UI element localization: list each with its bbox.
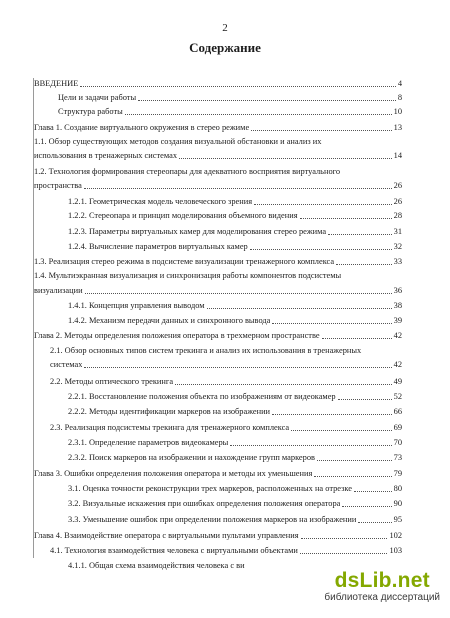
toc-entry[interactable] <box>68 226 402 238</box>
toc-entry-label: использования в тренажерных системах <box>34 151 178 160</box>
dot-leader <box>354 491 392 492</box>
toc-entry-label: 3.2. Визуальные искажения при ошибках определения положения оператора <box>68 499 341 508</box>
toc-entry-label: системах <box>50 360 83 369</box>
dot-leader <box>342 506 391 507</box>
toc-entry-label: 4.1.1. Общая схема взаимодействия человека с ви <box>68 561 245 570</box>
dot-leader <box>80 86 395 87</box>
toc-entry-label: Структура работы <box>58 107 123 116</box>
toc-page-number: 79 <box>393 469 402 478</box>
toc-entry[interactable] <box>50 422 402 434</box>
toc-page-number: 38 <box>393 301 402 310</box>
toc-page-number: 14 <box>393 151 402 160</box>
toc-entry-label: 3.1. Оценка точности реконструкции трех маркеров, расположенных на отрезке <box>68 484 352 493</box>
toc-page-number: 33 <box>393 257 402 266</box>
toc-entry[interactable] <box>68 210 402 222</box>
toc-entry-label: 1.4.2. Механизм передачи данных и синхронного вывода <box>68 316 271 325</box>
toc-entry-label: Глава 1. Создание виртуального окружения в стерео режиме <box>34 123 250 132</box>
toc-entry-label: 1.2.4. Вычисление параметров виртуальных камер <box>68 242 248 251</box>
toc-entry[interactable] <box>68 437 402 449</box>
dot-leader <box>207 308 392 309</box>
toc-page-number: 102 <box>389 531 402 540</box>
toc-entry[interactable] <box>68 241 402 253</box>
toc-page-number: 42 <box>393 360 402 369</box>
toc-entry-label: 1.2.2. Стереопара и принцип моделирования объемного видения <box>68 211 298 220</box>
page-number: 2 <box>222 22 228 34</box>
dot-leader <box>300 553 388 554</box>
toc-page-number: 103 <box>389 546 402 555</box>
watermark-brand: dsLib.net <box>334 569 430 592</box>
toc-page-number: 36 <box>393 286 402 295</box>
dot-leader <box>251 130 391 131</box>
toc-entry[interactable] <box>68 560 268 572</box>
toc-page-number: 32 <box>393 242 402 251</box>
dot-leader <box>301 538 388 539</box>
dot-leader <box>322 338 392 339</box>
dot-leader <box>138 100 396 101</box>
toc-page-number: 42 <box>393 331 402 340</box>
toc-entry-label: 1.2.1. Геометрическая модель человеческого зрения <box>68 197 253 206</box>
toc-entry-label: 2.3.1. Определение параметров видеокамеры <box>68 438 229 447</box>
toc-entry-label: 1.4. Мультиэкранная визуализация и синхронизация работы компонентов подсистемы <box>34 271 342 280</box>
dot-leader <box>85 293 392 294</box>
toc-entry-label: 2.2. Методы оптического трекинга <box>50 377 174 386</box>
toc-entry[interactable] <box>34 256 402 268</box>
toc-entry[interactable] <box>34 78 402 90</box>
toc-entry-label: пространства <box>34 181 82 190</box>
toc-entry[interactable] <box>68 483 402 495</box>
toc-page-number: 31 <box>393 227 402 236</box>
toc-entry[interactable] <box>68 498 402 510</box>
toc-page-number: 8 <box>397 93 402 102</box>
toc-entry[interactable] <box>68 391 402 403</box>
toc-entry[interactable] <box>68 300 402 312</box>
toc-entry-label: Глава 3. Ошибки определения положения оператора и методы их уменьшения <box>34 469 313 478</box>
toc-page-number: 66 <box>393 407 402 416</box>
toc-entry-label: Глава 2. Методы определения положения оператора в трехмерном пространстве <box>34 331 320 340</box>
toc-entry[interactable] <box>58 106 402 118</box>
toc-entry-label: 2.3. Реализация подсистемы трекинга для тренажерного комплекса <box>50 423 290 432</box>
toc-entry[interactable] <box>58 92 402 104</box>
toc-entry[interactable] <box>34 330 402 342</box>
toc-entry-label: 1.2. Технология формирования стереопары для адекватного восприятия виртуального <box>34 167 341 176</box>
toc-page-number: 49 <box>393 377 402 386</box>
toc-page-number: 10 <box>393 107 402 116</box>
toc-page-number: 95 <box>393 515 402 524</box>
toc-entry[interactable] <box>68 514 402 526</box>
watermark-tagline: библиотека диссертаций <box>324 592 440 603</box>
toc-entry[interactable] <box>34 530 402 542</box>
toc-entry-label: 1.3. Реализация стерео режима в подсистеме визуализации тренажерного комплекса <box>34 257 335 266</box>
toc-entry[interactable] <box>34 150 402 162</box>
dot-leader <box>84 367 391 368</box>
toc-entry-label: 2.2.2. Методы идентификации маркеров на изображении <box>68 407 271 416</box>
toc-entry[interactable] <box>34 122 402 134</box>
dot-leader <box>175 384 392 385</box>
dot-leader <box>317 460 392 461</box>
toc-entry[interactable] <box>34 468 402 480</box>
dot-leader <box>328 234 392 235</box>
toc-entry[interactable] <box>68 315 402 327</box>
toc-entry-label: визуализации <box>34 286 83 295</box>
toc-page-number: 26 <box>393 181 402 190</box>
dot-leader <box>179 158 392 159</box>
watermark-logo <box>324 570 440 604</box>
toc-entry-label: 3.3. Уменьшение ошибок при определении положения маркеров на изображении <box>68 515 357 524</box>
toc-entry[interactable] <box>50 376 402 388</box>
toc-entry-label: 1.1. Обзор существующих методов создания визуальной обстановки и анализ их <box>34 137 322 146</box>
toc-entry[interactable] <box>68 452 402 464</box>
dot-leader <box>230 445 391 446</box>
toc-page-number: 80 <box>393 484 402 493</box>
page-title: Содержание <box>189 40 261 55</box>
dot-leader <box>254 204 392 205</box>
toc-page-number: 52 <box>393 392 402 401</box>
toc-page-number: 28 <box>393 211 402 220</box>
dot-leader <box>358 522 391 523</box>
dot-leader <box>125 114 392 115</box>
dot-leader <box>250 249 392 250</box>
toc-page-number: 13 <box>393 123 402 132</box>
dot-leader <box>336 264 392 265</box>
toc-page-number: 90 <box>393 499 402 508</box>
toc-entry-label: 2.1. Обзор основных типов систем трекинга и анализ их использования в тренажерных <box>50 346 362 355</box>
toc-entry[interactable] <box>68 406 402 418</box>
toc-page-number: 39 <box>393 316 402 325</box>
toc-entry[interactable] <box>50 545 402 557</box>
toc-page-number: 26 <box>393 197 402 206</box>
dot-leader <box>291 430 392 431</box>
toc-entry[interactable] <box>34 180 402 192</box>
toc-entry[interactable] <box>34 285 402 297</box>
dot-leader <box>314 476 391 477</box>
toc-entry-label: Глава 4. Взаимодействие оператора с виртуальными пультами управления <box>34 531 299 540</box>
toc-page-number: 73 <box>393 453 402 462</box>
toc-entry-label: Цели и задачи работы <box>58 93 137 102</box>
dot-leader <box>272 414 392 415</box>
toc-entry-label: 2.3.2. Поиск маркеров на изображении и нахождение групп маркеров <box>68 453 315 462</box>
dot-leader <box>300 218 392 219</box>
toc-entry-label: 2.2.1. Восстановление положения объекта по изображениям от видеокамер <box>68 392 336 401</box>
dot-leader <box>84 188 392 189</box>
toc-entry[interactable] <box>50 359 402 371</box>
dot-leader <box>272 323 391 324</box>
toc-entry-label: ВВЕДЕНИЕ <box>34 79 79 88</box>
toc-page-number: 4 <box>397 79 402 88</box>
dot-leader <box>338 399 392 400</box>
toc-entry[interactable] <box>68 196 402 208</box>
toc-page-number: 70 <box>393 438 402 447</box>
toc-entry-label: 1.2.3. Параметры виртуальных камер для моделирования стерео режима <box>68 227 327 236</box>
toc-entry-label: 4.1. Технология взаимодействия человека с виртуальными объектами <box>50 546 298 555</box>
toc-entry-label: 1.4.1. Концепция управления выводом <box>68 301 205 310</box>
toc-page-number: 69 <box>393 423 402 432</box>
